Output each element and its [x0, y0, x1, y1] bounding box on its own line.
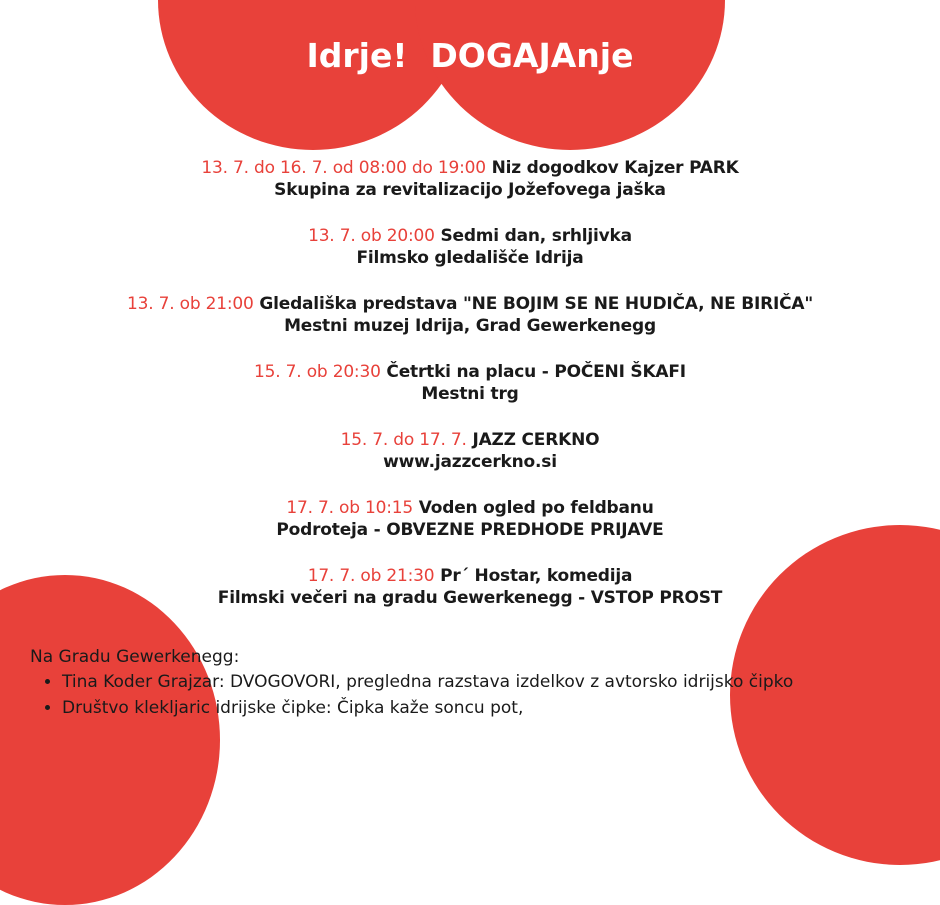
- event-name: JAZZ CERKNO: [472, 430, 600, 450]
- event-date: 13. 7. ob 21:00: [126, 294, 254, 314]
- event-name: Niz dogodkov Kajzer PARK: [491, 158, 739, 178]
- gradu-heading: Na Gradu Gewerkenegg:: [30, 647, 240, 667]
- list-item: • Društvo klekljaric idrijske čipke: Čipka kaže soncu pot,: [62, 697, 910, 719]
- event-name: Pr´ Hostar, komedija: [440, 566, 633, 586]
- event-list: [0, 157, 940, 609]
- event-organizer: Mestni muzej Idrija, Grad Gewerkenegg: [284, 316, 656, 336]
- decor-circle-top-right: [415, 0, 725, 150]
- event-name: Voden ogled po feldbanu: [418, 498, 654, 518]
- gradu-section: [30, 646, 910, 723]
- event-organizer[interactable]: www.jazzcerkno.si: [383, 452, 557, 472]
- decor-circle-bottom-left: [0, 575, 220, 905]
- event-organizer: Filmski večeri na gradu Gewerkenegg - VSTOP PROST: [217, 588, 723, 608]
- event-item: [0, 225, 940, 269]
- event-organizer: Filmsko gledališče Idrija: [356, 248, 584, 268]
- event-organizer: Mestni trg: [421, 384, 519, 404]
- event-date: 15. 7. ob 20:30: [254, 362, 381, 382]
- event-date: 13. 7. do 16. 7. od 08:00 do 19:00: [201, 158, 486, 178]
- event-item: [0, 361, 940, 405]
- event-date: 13. 7. ob 20:00: [308, 226, 435, 246]
- page-title: Idrje! DOGAJAnje: [306, 36, 634, 75]
- event-name: Gledališka predstava "NE BOJIM SE NE HUDIČA, NE BIRIČA": [259, 294, 814, 314]
- event-date: 15. 7. do 17. 7.: [340, 430, 467, 450]
- event-item: [0, 497, 940, 541]
- event-date: 17. 7. ob 21:30: [307, 566, 435, 586]
- event-name: Četrtki na placu - POČENI ŠKAFI: [386, 362, 686, 382]
- gradu-list: [30, 671, 910, 719]
- event-organizer: Podroteja - OBVEZNE PREDHODE PRIJAVE: [276, 520, 664, 540]
- event-item: [0, 293, 940, 337]
- event-item: [0, 157, 940, 201]
- event-item: [0, 565, 940, 609]
- event-item: [0, 429, 940, 473]
- event-organizer: Skupina za revitalizacijo Jožefovega jaška: [274, 180, 666, 200]
- event-date: 17. 7. ob 10:15: [286, 498, 414, 518]
- list-item: • Tina Koder Grajzar: DVOGOVORI, pregledna razstava izdelkov z avtorsko idrijsko čipko: [62, 671, 910, 693]
- event-name: Sedmi dan, srhljivka: [440, 226, 632, 246]
